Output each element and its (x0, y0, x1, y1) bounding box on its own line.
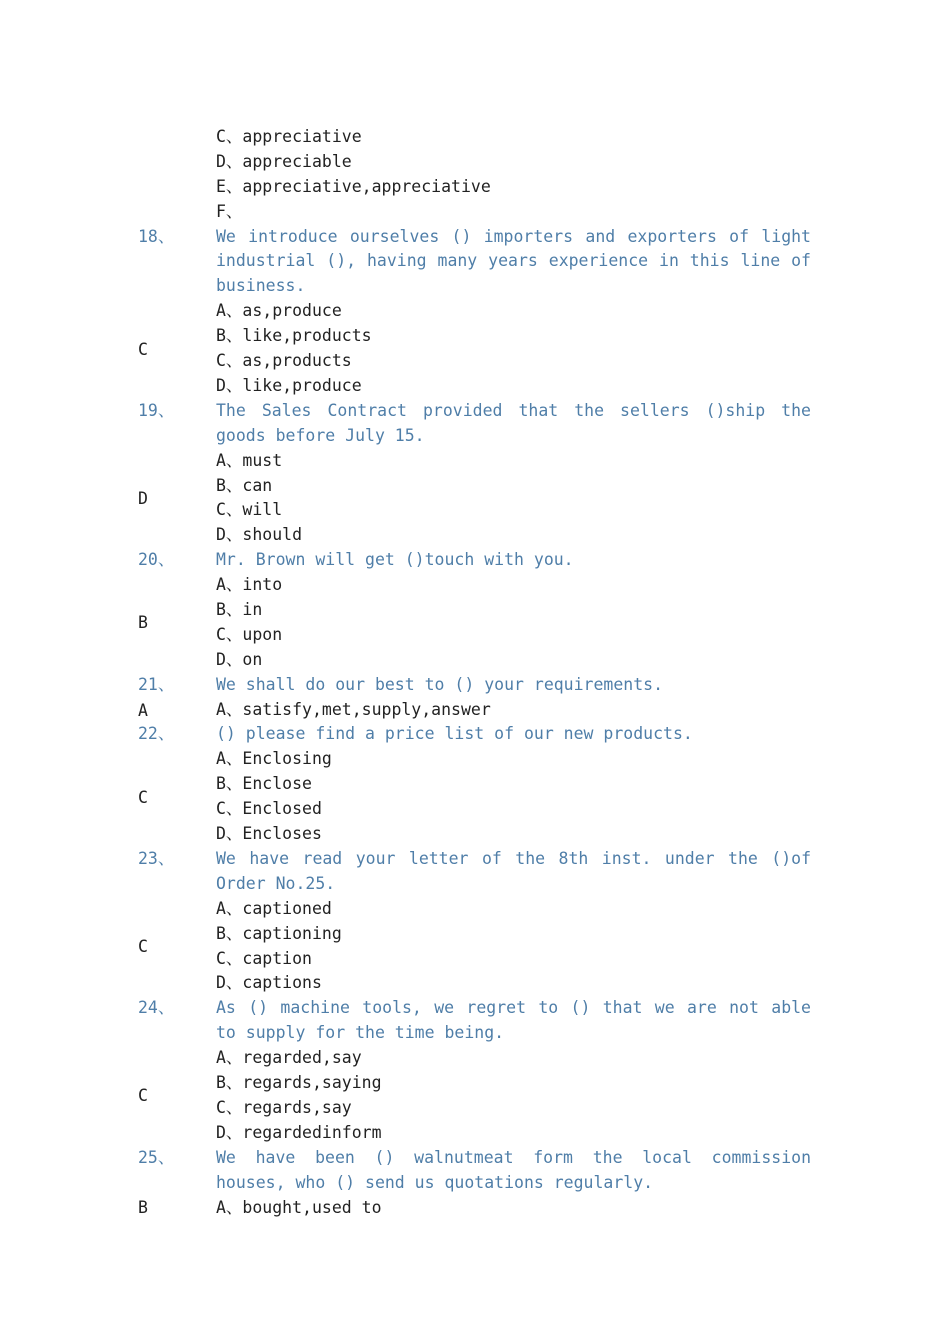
options-block (138, 449, 811, 549)
options-block (138, 1196, 811, 1221)
question-item (138, 996, 811, 1046)
question-item (138, 548, 811, 573)
answer-key: C (138, 1086, 148, 1106)
option-line: A、Enclosing (216, 749, 332, 769)
question-item (138, 673, 811, 698)
option-line: D、regardedinform (216, 1122, 382, 1142)
option-line: B、in (216, 600, 263, 620)
option-line: D、Encloses (216, 824, 322, 844)
question-number: 20、 (138, 550, 175, 570)
question-text: Mr. Brown will get ()touch with you. (216, 550, 574, 570)
option-line: D、captions (216, 973, 322, 993)
option-line: E、appreciative,appreciative (216, 176, 491, 196)
answer-key: C (138, 339, 148, 359)
option-line: C、caption (216, 948, 312, 968)
option-line: A、as,produce (216, 301, 342, 321)
option-line: F、 (216, 201, 243, 221)
question-number: 18、 (138, 226, 175, 246)
options-block (138, 747, 811, 847)
options-block (138, 897, 811, 997)
option-line: A、satisfy,met,supply,answer (216, 699, 491, 719)
question-text: () please find a price list of our new products. (216, 724, 693, 744)
question-text: We have been () walnutmeat form the local commission houses, who () send us quotations regularly. (216, 1147, 811, 1192)
option-line: B、like,products (216, 326, 372, 346)
question-text: As () machine tools, we regret to () that we are not able to supply for the time being. (216, 998, 811, 1043)
option-line: A、regarded,say (216, 1048, 362, 1068)
option-line: A、into (216, 575, 283, 595)
answer-key: C (138, 937, 148, 957)
question-item (138, 399, 811, 449)
question-item (138, 1146, 811, 1196)
question-number: 24、 (138, 998, 175, 1018)
question-text: We have read your letter of the 8th inst. under the ()of Order No.25. (216, 848, 811, 893)
options-block (138, 299, 811, 399)
question-item (138, 722, 811, 747)
question-number: 21、 (138, 674, 175, 694)
option-line: D、should (216, 525, 303, 545)
question-item (138, 847, 811, 897)
answer-key: D (138, 488, 148, 508)
question-number: 23、 (138, 848, 175, 868)
answer-key: B (138, 613, 148, 633)
option-line: C、as,products (216, 351, 352, 371)
option-line: B、captioning (216, 923, 342, 943)
question-number: 22、 (138, 724, 175, 744)
option-line: C、will (216, 500, 283, 520)
answer-key: B (138, 1198, 148, 1218)
answer-key: A (138, 700, 148, 720)
question-list (138, 125, 811, 1220)
options-block (138, 1046, 811, 1146)
option-line: D、appreciable (216, 151, 352, 171)
question-item (138, 225, 811, 300)
option-line: C、appreciative (216, 127, 362, 146)
question-text: We shall do our best to () your requirements. (216, 674, 664, 694)
option-line: C、Enclosed (216, 799, 322, 819)
option-line: B、can (216, 475, 273, 495)
question-text: The Sales Contract provided that the sellers ()ship the goods before July 15. (216, 400, 811, 445)
option-line: B、regards,saying (216, 1073, 382, 1093)
question-number: 25、 (138, 1147, 175, 1167)
option-line: D、on (216, 649, 263, 669)
option-line: A、captioned (216, 898, 332, 918)
question-text: We introduce ourselves () importers and exporters of light industrial (), having many years experience in this line of business. (216, 226, 811, 296)
option-line: A、bought,used to (216, 1197, 382, 1217)
answer-key: C (138, 787, 148, 807)
option-line: B、Enclose (216, 774, 312, 794)
options-block (138, 573, 811, 673)
option-line: D、like,produce (216, 375, 362, 395)
options-block (138, 698, 811, 723)
option-line: C、regards,say (216, 1097, 352, 1117)
option-line: C、upon (216, 624, 283, 644)
questions-container (138, 225, 811, 1221)
question-number: 19、 (138, 400, 175, 420)
option-line: A、must (216, 450, 283, 470)
leading-options (138, 125, 811, 225)
